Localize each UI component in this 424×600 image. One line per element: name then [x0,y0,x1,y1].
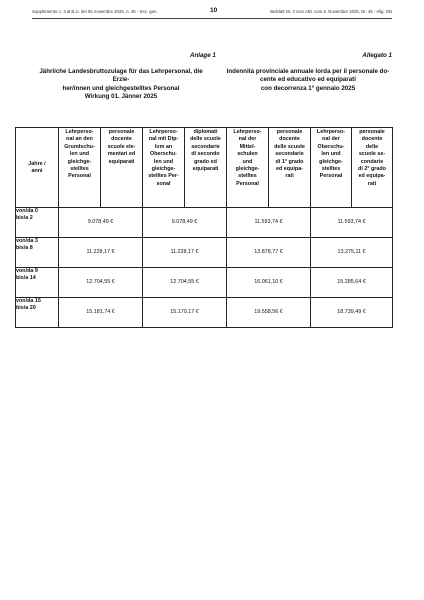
page-header [32,6,392,19]
corner-header-line: Jahre / [28,160,46,167]
column-header [101,128,143,208]
amount-cell: 12.704,55 € [59,268,143,298]
amount-cell: 11.593,74 € [227,208,311,238]
amount-cell: 11.593,74 € [311,208,393,238]
column-header-line: schulen [237,151,258,158]
table-row [16,208,393,238]
row-label [16,298,59,328]
column-header-line: Oberschu- [150,151,177,158]
column-header-line: delle scuole [190,136,221,143]
column-header-line: rati [367,180,377,187]
page-number: 10 [210,7,218,14]
column-header-line: gleichge- [235,166,260,173]
row-label [16,208,59,238]
title-italian-line: con decorrenza 1° gennaio 2025 [260,84,356,92]
column-header [269,128,311,208]
column-header-line: stelltes [238,173,257,180]
amount-cell: 12.704,55 € [143,268,227,298]
row-label-line: von/da 9 [16,268,38,274]
row-label-line: bis/a 20 [16,305,36,312]
amount-cell: 19.558,56 € [227,298,311,328]
corner-header-line: anni [31,168,43,174]
column-header-line: delle [365,143,379,150]
column-header-line: stelltes Per- [148,173,179,180]
column-header-line: docente [279,136,300,143]
column-header-line: ed equipa- [276,166,303,173]
column-header-line: personale [108,129,135,135]
column-header-line: scuole ele- [107,143,136,150]
column-header-line: equiparati [108,158,135,165]
column-header-line: di 2° grado [358,166,386,173]
title-german [32,68,210,102]
annex-label-italian: Allegato 1 [362,52,392,59]
amount-cell: 16.061,10 € [227,268,311,298]
allowance-table [15,127,393,328]
column-header-line: ed equipa- [358,173,386,180]
amount-cell: 11.228,17 € [143,238,227,268]
column-header-line: secondarie [191,143,220,150]
column-header-line: rati [285,173,294,180]
column-header-line: gleichge- [151,166,176,173]
title-italian-line: cente ed educativo ed equiparati [260,76,356,84]
amount-cell: 13.275,11 € [311,238,393,268]
table-row [16,298,393,328]
title-italian [220,68,396,93]
column-header-line: Lehrperso- [316,129,346,135]
column-header-line: lom an [154,143,173,150]
row-label-line: bis/a 8 [16,245,33,252]
table-row [16,268,393,298]
corner-header [16,128,59,208]
column-header-line: di 1° grado [275,158,304,165]
row-label-line: von/da 0 [16,208,38,214]
column-header-line: Lehrperso- [233,129,262,135]
column-header-line: nal der [322,136,340,143]
column-header-line: delle scuole [274,143,305,150]
table-body [16,208,393,328]
column-header [352,128,393,208]
column-header-line: nal an den [66,136,93,143]
column-header [59,128,101,208]
annex-label-german: Anlage 1 [190,52,216,59]
column-header-line: stelltes [321,166,341,173]
column-header-line: docente [361,136,383,143]
row-label [16,238,59,268]
column-header-line: gleichge- [67,158,92,165]
column-header-line: condarie [360,158,384,165]
title-italian-line: Indennità provinciale annuale lorda per il personale do- [226,68,390,75]
amount-cell: 9.078,49 € [143,208,227,238]
row-label-line: von/da 15 [16,298,41,304]
row-label-line: bis/a 14 [16,275,36,282]
column-header-line: docente [111,136,132,143]
column-header [227,128,269,208]
column-header-line: nal mit Dip- [148,136,179,143]
amount-cell: 13.878,77 € [227,238,311,268]
column-header-line: Lehrperso- [149,129,178,135]
column-header-line: Personal [319,173,343,180]
column-header-line: di secondo [191,151,220,158]
column-header-line: Grundschu- [64,143,95,150]
column-header-line: nal der [238,136,257,143]
amount-cell: 15.285,64 € [311,268,393,298]
column-header-line: secondarie [275,151,304,158]
title-german-line: Jährliche Landesbruttozulage für das Lehrpersonal, die Erzie- [39,68,203,84]
column-header-line: mentari ed [107,151,136,158]
title-german-line: Wirkung 01. Jänner 2025 [84,93,158,101]
column-header-line: len und [153,158,174,165]
column-header-line: Lehrperso- [65,129,94,135]
column-header-line: personale [276,129,303,135]
column-header [185,128,227,208]
title-german-line: her/innen und gleichgestelltes Personal [62,84,180,92]
header-right-text: Beiblatt Nr. 3 zum ABl. vom 6. November 2025, Nr. 45 - Allg. Skt [270,9,392,14]
column-header-line: grado ed [194,158,217,165]
amount-cell: 15.181,74 € [59,298,143,328]
column-header [311,128,352,208]
column-header-line: equiparati [192,166,219,173]
row-label-line: bis/a 2 [16,215,33,222]
column-header-line: Personal [236,180,259,187]
column-header-line: personale [359,129,385,135]
column-header-line: stelltes [70,166,89,173]
table-row [16,238,393,268]
amount-cell: 18.739,49 € [311,298,393,328]
amount-cell: 15.170,17 € [143,298,227,328]
column-header-line: len und [321,151,341,158]
column-header-line: und [242,158,253,165]
header-left-text: Supplemento n. 3 al B.U. del 06 novembre 2025, n. 45 - Sez. gen. [32,9,158,14]
table-header-row [16,128,393,208]
amount-cell: 11.228,17 € [59,238,143,268]
column-header-line: sonal [156,180,171,187]
column-header-line: Mittel- [239,143,256,150]
amount-cell: 9.078,49 € [59,208,143,238]
column-header-line: Personal [68,173,91,180]
row-label [16,268,59,298]
column-header [143,128,185,208]
column-header-line: scuole se- [358,151,386,158]
column-header-line: Oberschu- [317,143,345,150]
column-header-line: diplomati [193,129,218,135]
row-label-line: von/da 3 [16,238,38,244]
column-header-line: len und [69,151,90,158]
column-header-line: gleichge- [319,158,343,165]
